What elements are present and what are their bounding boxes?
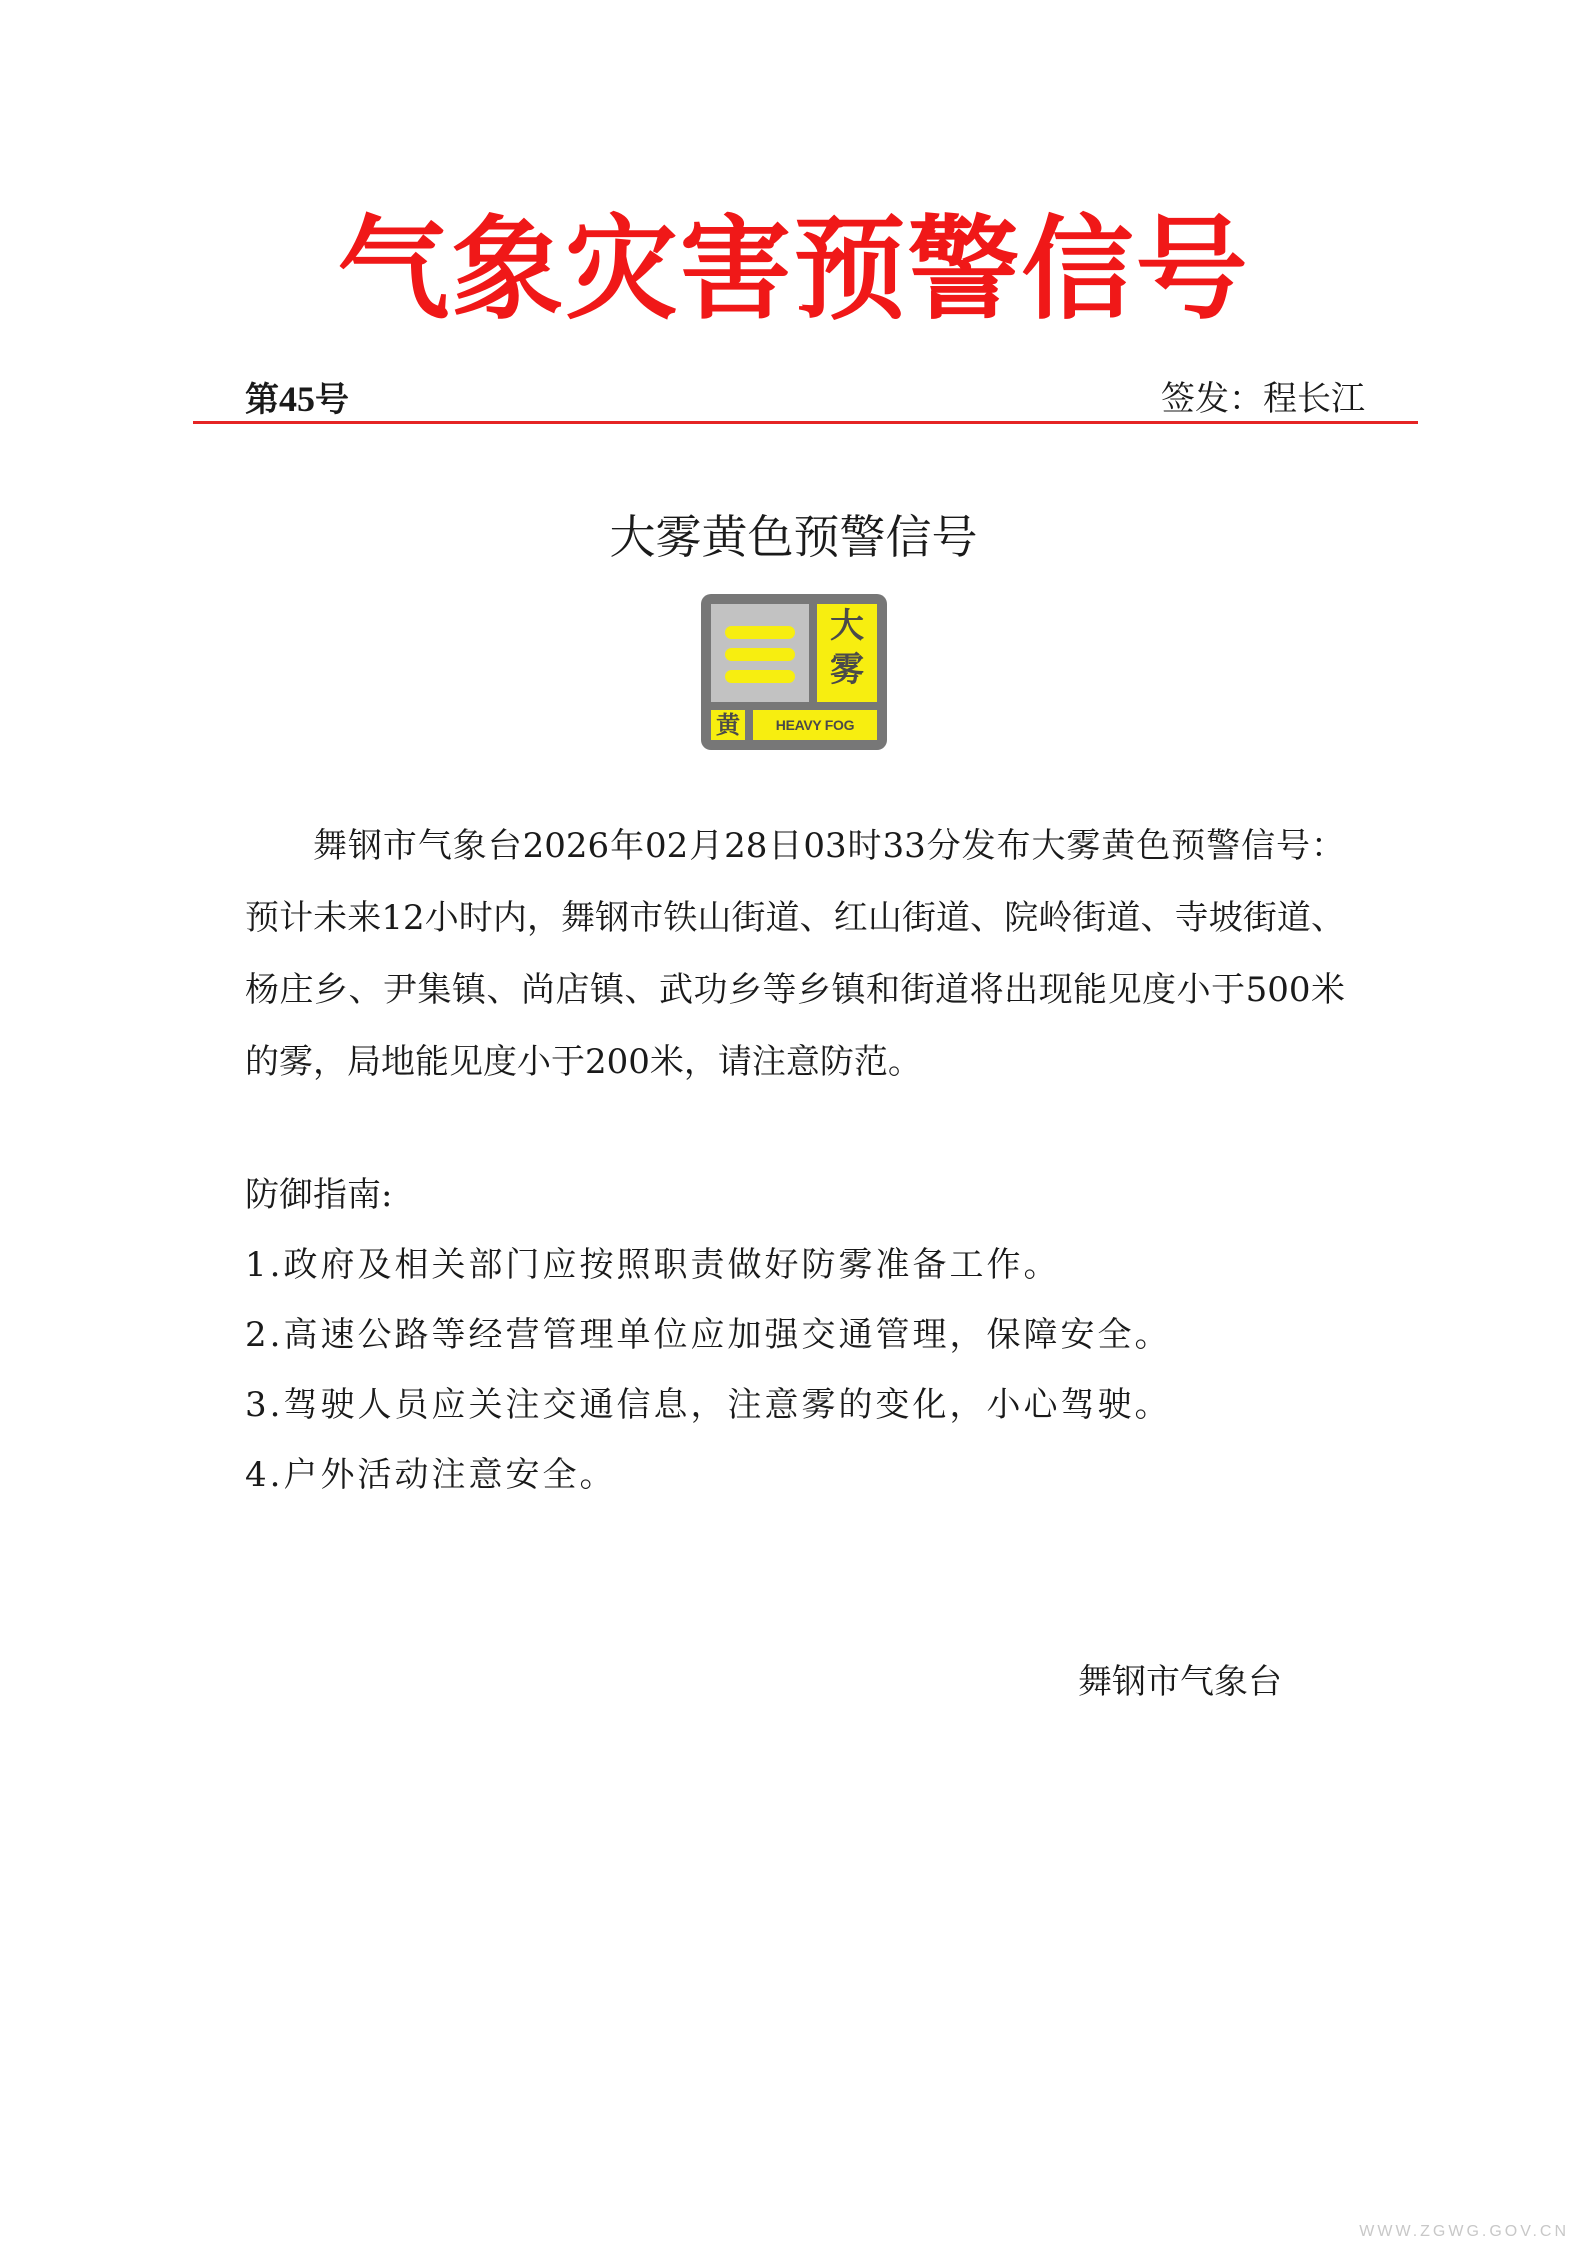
guide-heading: 防御指南: bbox=[245, 1175, 393, 1215]
document-number-prefix: 第 bbox=[245, 380, 279, 420]
masthead-title: 气象灾害预警信号 bbox=[337, 205, 1250, 335]
guide-list bbox=[245, 1230, 1345, 1510]
issuer: 舞钢市气象台 bbox=[1078, 1662, 1282, 1702]
fog-bars-panel bbox=[711, 604, 809, 702]
document-number bbox=[245, 374, 349, 425]
guide-item: 4.户外活动注意安全。 bbox=[245, 1455, 617, 1495]
fog-bar-icon bbox=[725, 626, 795, 639]
signal-level-char: 黄 bbox=[711, 710, 745, 740]
document-number-suffix: 号 bbox=[315, 380, 349, 420]
guide-item: 3.驾驶人员应关注交通信息，注意雾的变化，小心驾驶。 bbox=[245, 1385, 1172, 1425]
guide-item: 1.政府及相关部门应按照职责做好防雾准备工作。 bbox=[245, 1245, 1061, 1285]
warning-body: 舞钢市气象台2026年02月28日03时33分发布大雾黄色预警信号：预计未来12小时内，舞钢市铁山街道、红山街道、院岭街道、寺坡街道、杨庄乡、尹集镇、尚店镇、武功乡等乡镇和街道将出现能见度小于500米的雾，局地能见度小于200米，请注意防范。 bbox=[245, 826, 1345, 1082]
document-number-value: 45 bbox=[279, 379, 315, 419]
signal-type-panel bbox=[817, 604, 877, 702]
document-meta-row bbox=[245, 374, 1365, 424]
heavy-fog-yellow-signal-icon bbox=[701, 594, 887, 750]
red-divider bbox=[193, 421, 1418, 424]
signal-char-top: 大 bbox=[830, 606, 864, 646]
warning-title: 大雾黄色预警信号 bbox=[609, 510, 978, 564]
signal-char-bottom: 雾 bbox=[830, 650, 864, 690]
fog-bar-icon bbox=[725, 648, 795, 661]
fog-bar-icon bbox=[725, 670, 795, 683]
guide-item: 2.高速公路等经营管理单位应加强交通管理，保障安全。 bbox=[245, 1315, 1172, 1355]
signal-english-label: HEAVY FOG bbox=[753, 710, 877, 740]
defense-guide bbox=[245, 1160, 1345, 1510]
site-watermark: WWW.ZGWG.GOV.CN bbox=[1359, 2223, 1569, 2240]
signer: 签发：程长江 bbox=[1161, 379, 1365, 419]
